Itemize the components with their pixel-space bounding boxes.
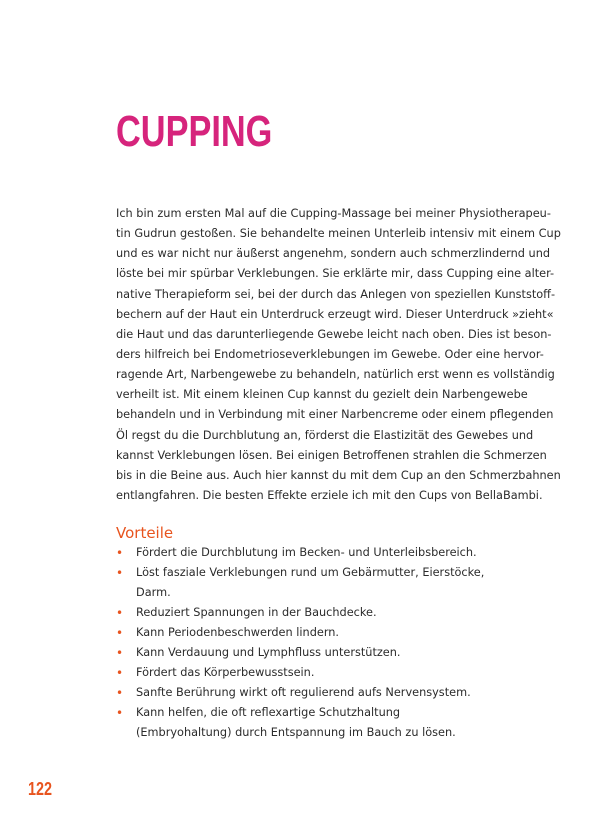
list-item [116,603,496,623]
list-item-text: Sanfte Berührung wirkt oft regulierend aufs Nervensystem. [136,686,471,699]
bullet-icon: • [116,706,124,720]
paragraph-line: Öl regst du die Durchblutung an, förderst die Elastizität des Gewebes und [116,428,534,442]
bullet-icon: • [116,566,124,580]
paragraph-line: Ich bin zum ersten Mal auf die Cupping-Massage bei meiner Physiotherapeu- [116,207,551,220]
bullet-icon: • [116,686,124,700]
paragraph-line: die Haut und das darunterliegende Gewebe leicht nach oben. Dies ist beson- [116,327,552,341]
list-item [116,683,496,703]
bullet-icon: • [116,626,124,640]
list-item-text: Fördert das Körperbewusstsein. [136,666,315,679]
list-item-text: Kann Periodenbeschwerden lindern. [136,626,340,639]
list-item [116,663,496,683]
list-item [116,703,496,743]
list-item-text: Kann Verdauung und Lymphfluss unterstützen. [136,646,401,659]
bullet-icon: • [116,606,124,620]
paragraph-line: tin Gudrun gestoßen. Sie behandelte meinen Unterleib intensiv mit einem Cup [116,227,561,241]
paragraph-line: verheilt ist. Mit einem kleinen Cup kannst du gezielt dein Narbengewebe [116,388,528,402]
paragraph-line: kannst Verklebungen lösen. Bei einigen Betroffenen strahlen die Schmerzen [116,448,547,462]
body-paragraph [116,204,561,506]
list-item [116,623,496,643]
paragraph-line: entlangfahren. Die besten Effekte erziele ich mit den Cups von BellaBambi. [116,488,543,502]
list-item [116,643,496,663]
list-item-text: Fördert die Durchblutung im Becken- und Unterleibsbereich. [136,546,477,559]
bullet-icon: • [116,666,124,680]
paragraph-line: löste bei mir spürbar Verklebungen. Sie erklärte mir, dass Cupping eine alter- [116,267,555,281]
paragraph-line: behandeln und in Verbindung mit einer Narbencreme oder einem pflegenden [116,408,554,422]
list-item [116,563,496,603]
paragraph-line: bis in die Beine aus. Auch hier kannst du mit dem Cup an den Schmerzbahnen [116,468,561,482]
list-item-text: Reduziert Spannungen in der Bauchdecke. [136,606,377,619]
paragraph-line: ders hilfreich bei Endometrioseverklebungen im Gewebe. Oder eine hervor- [116,347,544,361]
page-number: 122 [28,779,53,799]
paragraph-line: ragende Art, Narbengewebe zu behandeln, natürlich erst wenn es vollständig [116,368,555,382]
list-item [116,543,496,563]
list-item-text: Löst fasziale Verklebungen rund um Gebärmutter, Eierstöcke, Darm. [136,566,485,599]
section-heading: Vorteile [116,524,174,542]
paragraph-line: native Therapieform sei, bei der durch das Anlegen von speziellen Kunststoff- [116,287,556,301]
page-title: CUPPING [116,107,273,156]
paragraph-line: und es war nicht nur äußerst angenehm, sondern auch schmerzlindernd und [116,247,551,261]
paragraph-line: bechern auf der Haut ein Unterdruck erzeugt wird. Dieser Unterdruck »zieht« [116,307,554,321]
bullet-icon: • [116,646,124,660]
bullet-icon: • [116,546,124,560]
benefits-list [116,543,496,743]
list-item-text: Kann helfen, die oft reflexartige Schutzhaltung (Embryohaltung) durch Entspannung im Bauch zu lösen. [136,706,456,739]
